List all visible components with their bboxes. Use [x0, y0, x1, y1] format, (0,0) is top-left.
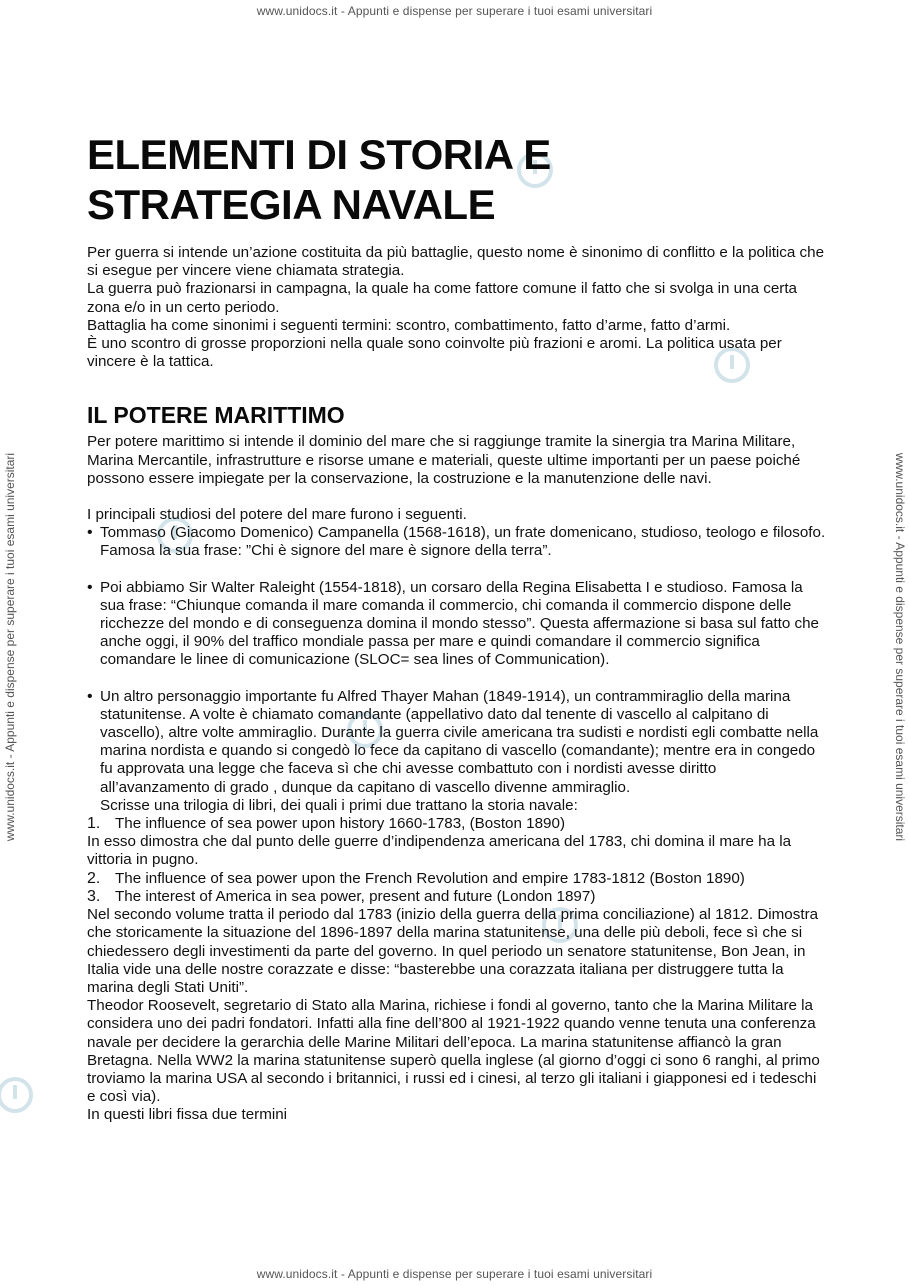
bullet-text: Tommaso (Giacomo Domenico) Campanella (1568-1618), un frate domenicano, studioso, teologo e filosofo. Famosa la sua frase: ”Chi è signore del mare è signore della terra”.: [100, 524, 826, 560]
bullet-text: Un altro personaggio importante fu Alfred Thayer Mahan (1849-1914), un contrammiraglio della marina statunitense. A volte è chiamato comandante (appellativo dato dal tenente di vascello al calpitano di vascello), altre volte ammiraglio. Durante la guerra civile americana tra sudisti e nordisti egli combatte nella marina nordista e quando si congedò lo fece da capitano di vascello (comandante); mentre era in congedo fu approvata una legge che faceva sì che chi avesse combattuto con i nordisti avesse diritto all’avanzamento di grado , dunque da capitano di vascello divenne ammiraglio.: [100, 687, 819, 796]
list-item: [87, 579, 829, 670]
watermark-logo-icon: [0, 1075, 35, 1115]
book-title: The influence of sea power upon the French Revolution and empire 1783-1812 (Boston 1890): [115, 869, 745, 887]
closing-paragraph: Theodor Roosevelt, segretario di Stato alla Marina, richiese i fondi al governo, tanto che la Marina Militare la considera uno dei padri fondatori. Infatti alla fine dell’800 al 1921-1922 quando venne tenuta una conferenza navale per decidere la gerarchia delle Marine Militari dell’epoca. La marina statunitense affiancò la gran Bretagna. Nella WW2 la marina statunitense superò quella inglese (al giorno d’oggi ci sono 6 ranghi, al primo troviamo la marina USA al secondo i britannici, i russi ed i cinesi, al terzo gli italiani i giapponesi ed i tedeschi e così via).: [87, 997, 820, 1106]
bullet-marker: •: [87, 578, 93, 596]
watermark-left: www.unidocs.it - Appunti e dispense per superare i tuoi esami universitari: [3, 452, 17, 842]
closing-paragraph: Nel secondo volume tratta il periodo dal 1783 (inizio della guerra della prima conciliazione) al 1812. Dimostra che storicamente la situazione del 1896-1897 della marina statunitense, una delle più deboli, fece sì che si chiedessero degli investimenti da parte del governo. In quel periodo un senatore statunitense, Bon Jean, in Italia vide una delle nostre corazzate e disse: “basterebbe una corazzata italiana per distruggere tutta la marina degli Stati Uniti”.: [87, 906, 819, 996]
section-heading: IL POTERE MARITTIMO: [87, 402, 345, 429]
intro-paragraph: È uno scontro di grosse proporzioni nella quale sono coinvolte più frazioni e aromi. La politica usata per vincere è la tattica.: [87, 335, 782, 371]
document-body: [87, 130, 829, 1125]
title-line-1: ELEMENTI DI STORIA E: [87, 131, 551, 178]
list-item: [87, 688, 829, 815]
book-item: [87, 870, 829, 888]
book-title: The influence of sea power upon history 1660-1783, (Boston 1890): [115, 815, 566, 833]
document-title: [87, 130, 829, 230]
section-intro: Per potere marittimo si intende il dominio del mare che si raggiunge tramite la sinergia tra Marina Militare, Marina Mercantile, infrastrutture e risorse umane e materiali, queste ultime importanti per un paese poiché possono essere impiegate per la conservazione, la costruzione e la manutenzione delle navi.: [87, 433, 801, 487]
book-item: [87, 888, 829, 906]
title-line-2: STRATEGIA NAVALE: [87, 181, 496, 228]
bullet-marker: •: [87, 687, 93, 705]
intro-paragraph: Battaglia ha come sinonimi i seguenti termini: scontro, combattimento, fatto d’arme, fatto d’armi.: [87, 316, 731, 334]
bullet-marker: •: [87, 524, 93, 542]
watermark-bottom: www.unidocs.it - Appunti e dispense per superare i tuoi esami universitari: [256, 1267, 653, 1281]
book-note: In esso dimostra che dal punto delle guerre d’indipendenza americana del 1783, chi domina il mare ha la vittoria in pugno.: [87, 833, 792, 869]
intro-paragraph: Per guerra si intende un’azione costituita da più battaglie, questo nome è sinonimo di conflitto e la politica che si esegue per vincere viene chiamata strategia.: [87, 244, 825, 280]
intro-paragraph: La guerra può frazionarsi in campagna, la quale ha come fattore comune il fatto che si svolga in una certa zona e/o in un certo periodo.: [87, 280, 798, 316]
watermark-top: www.unidocs.it - Appunti e dispense per superare i tuoi esami universitari: [256, 4, 653, 18]
list-item: [87, 524, 829, 560]
bullet-text: Poi abbiamo Sir Walter Raleight (1554-1818), un corsaro della Regina Elisabetta I e studioso. Famosa la sua frase: “Chiunque comanda il mare comanda il commercio, chi comanda il commercio dispone delle ricchezze del mondo e di conseguenza domina il mondo stesso”. Questa affermazione si basa sul fatto che anche oggi, il 90% del traffico mondiale passa per mare e quindi comandare il commercio significa comandare le linee di comunicazione (SLOC= sea lines of Communication).: [100, 578, 819, 669]
book-title: The interest of America in sea power, present and future (London 1897): [115, 887, 596, 905]
book-number: 1.: [87, 815, 101, 833]
studiosi-intro: I principali studiosi del potere del mare furono i seguenti.: [87, 506, 467, 524]
watermark-right: www.unidocs.it - Appunti e dispense per superare i tuoi esami universitari: [893, 452, 907, 842]
book-number: 3.: [87, 887, 101, 905]
book-item: [87, 815, 829, 833]
book-number: 2.: [87, 869, 101, 887]
closing-paragraph: In questi libri fissa due termini: [87, 1106, 288, 1124]
trilogia-text: Scrisse una trilogia di libri, dei quali i primi due trattano la storia navale:: [100, 796, 578, 814]
intro-paragraphs: [87, 244, 829, 371]
